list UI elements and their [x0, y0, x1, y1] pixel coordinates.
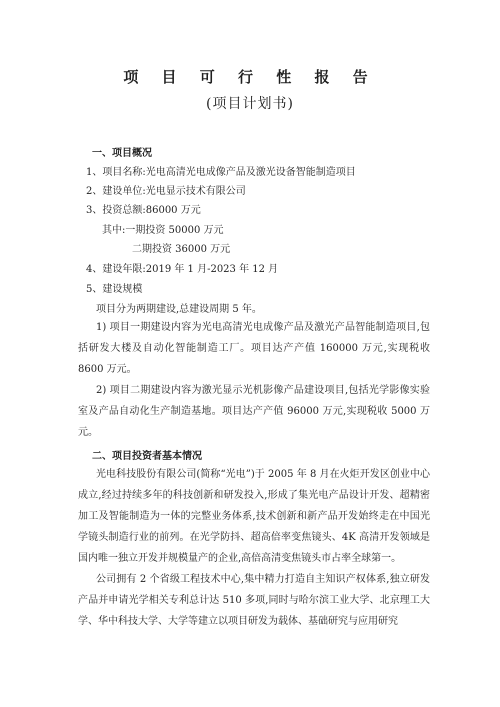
item-phase1-investment: 其中:一期投资 50000 万元	[102, 225, 224, 236]
document-subtitle: (项目计划书)	[206, 96, 294, 112]
phase2-paragraph: 2) 项目二期建设内容为激光显示光机影像产品建设项目,包括光学影像实验室及产品自动化生产制造基地。项目达产产值 96000 万元,实现税收 5000 万元。	[78, 385, 430, 438]
item-investment-total: 3、投资总额:86000 万元	[86, 205, 201, 216]
item-phase2-investment: 二期投资 36000 万元	[132, 244, 231, 255]
item-project-name: 1、项目名称:光电高清光电成像产品及激光设备智能制造项目	[86, 167, 356, 178]
phase1-paragraph: 1) 项目一期建设内容为光电高清光电成像产品及激光产品智能制造项目,包括研发大楼及自动化智能制造工厂。项目达产产值 160000 万元,实现税收 8600 万元。	[78, 322, 430, 375]
section2-heading: 二、项目投资者基本情况	[92, 451, 202, 462]
item-build-years: 4、建设年限:2019 年 1 月-2023 年 12 月	[86, 264, 279, 275]
item-builder: 2、建设单位:光电显示技术有限公司	[86, 186, 246, 197]
investor-paragraph-2: 公司拥有 2 个省级工程技术中心,集中精力打造自主知识产权体系,独立研发产品并申请光学相关专利总计达 510 多项,同时与哈尔滨工业大学、北京理工大学、华中科技大学、大学等建立以项目研发为载体、基础研究与应用研究	[78, 574, 430, 627]
investor-paragraph-1: 光电科技股份有限公司(简称“光电”)于 2005 年 8 月在火炬开发区创业中心成立,经过持续多年的科技创新和研发投入,形成了集光电产品设计开发、超精密加工及智能制造为一体的完整业务体系,技术创新和新产品开发始终走在中国光学镜头制造行业的前列。在光学防抖、超高倍率变焦镜头、4K 高清开发领域是国内唯一独立开发并规模量产的企业,高倍高清变焦镜头市占率全球第一。	[78, 469, 430, 564]
item-build-scale: 5、建设规模	[86, 284, 143, 295]
scale-intro: 项目分为两期建设,总建设周期 5 年。	[96, 304, 262, 315]
section1-heading: 一、项目概况	[92, 148, 152, 159]
document-title: 项 目 可 行 性 报 告	[123, 68, 377, 86]
